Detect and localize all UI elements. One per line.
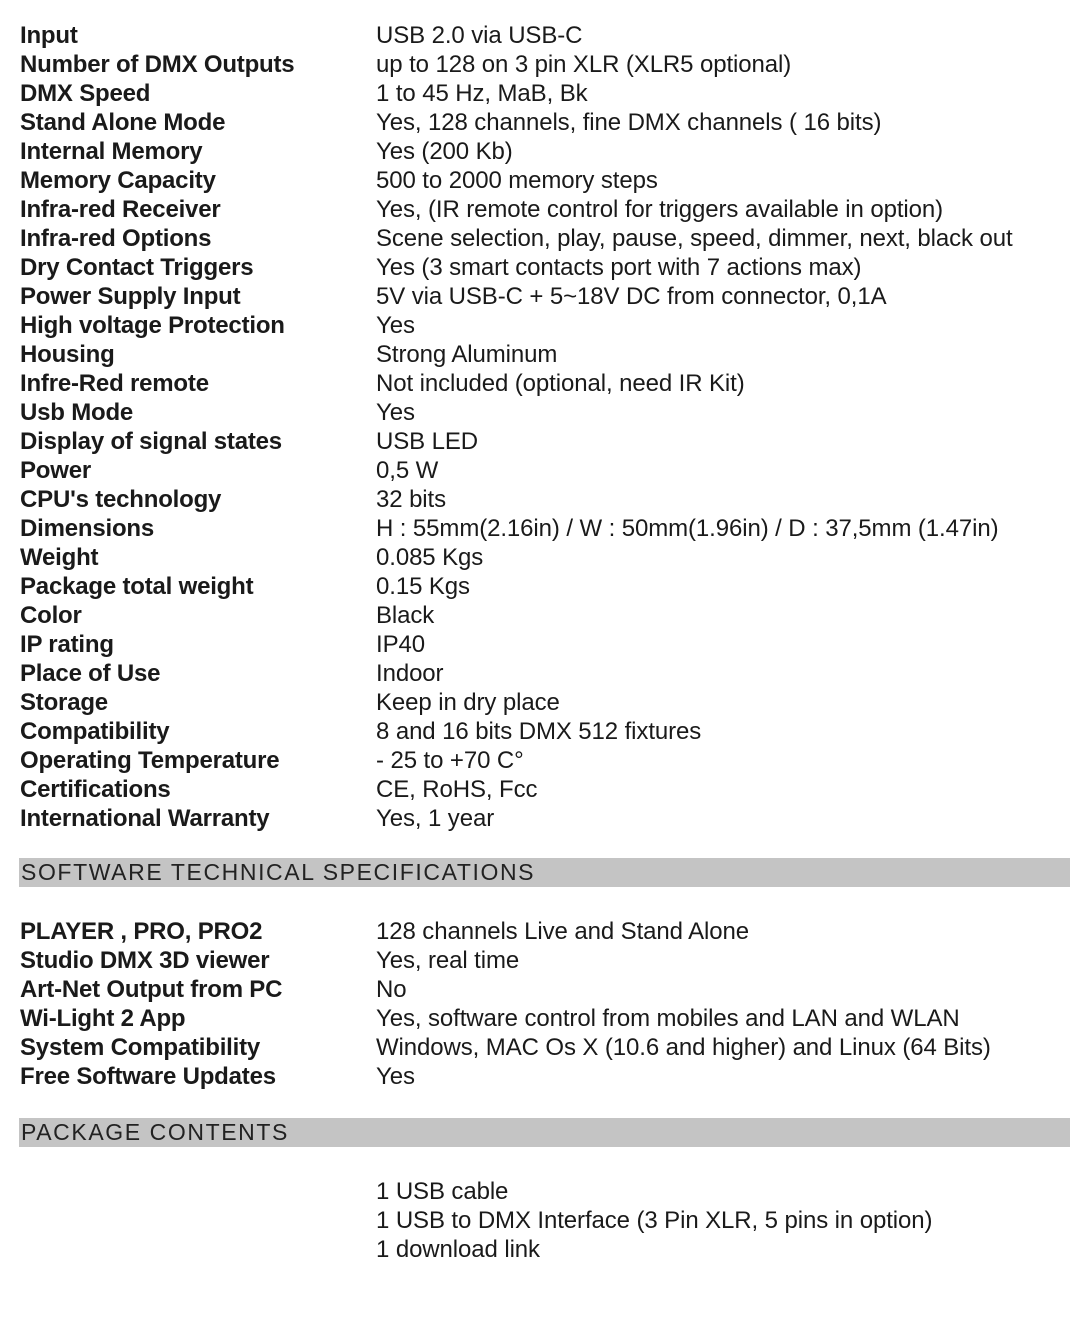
spec-label: Power [20,457,92,484]
package-item-text: 1 USB to DMX Interface (3 Pin XLR, 5 pins in option) [376,1207,933,1234]
spec-row [20,1033,1070,1062]
spec-value: Yes [376,312,415,339]
spec-label: Weight [20,544,99,571]
hardware-spec-table [20,21,1070,833]
spec-label: Dry Contact Triggers [20,254,254,281]
spec-label: Display of signal states [20,428,282,455]
package-section-header: PACKAGE CONTENTS [19,1118,1070,1147]
spec-row [20,108,1070,137]
spec-label: CPU's technology [20,486,222,513]
spec-label: Power Supply Input [20,283,241,310]
spec-row [20,1062,1070,1091]
spec-row [20,543,1070,572]
spec-value: IP40 [376,631,425,658]
spec-value: Scene selection, play, pause, speed, dimmer, next, black out [376,225,1013,252]
spec-row [20,253,1070,282]
spec-label: Number of DMX Outputs [20,51,295,78]
spec-row [20,79,1070,108]
spec-value: Strong Aluminum [376,341,558,368]
spec-label: Color [20,602,82,629]
spec-value: Yes, (IR remote control for triggers available in option) [376,196,944,223]
spec-row [20,917,1070,946]
spec-label: Input [20,22,78,49]
spec-row [20,456,1070,485]
spec-value: Yes [376,1063,415,1090]
spec-label: Operating Temperature [20,747,280,774]
spec-value: Yes [376,399,415,426]
spec-row [20,630,1070,659]
spec-row [20,688,1070,717]
spec-label: Storage [20,689,108,716]
spec-row [20,572,1070,601]
spec-row [20,717,1070,746]
spec-row [20,601,1070,630]
spec-row [20,369,1070,398]
spec-row [20,224,1070,253]
spec-value: 0.085 Kgs [376,544,484,571]
software-section-header: SOFTWARE TECHNICAL SPECIFICATIONS [19,858,1070,887]
spec-value: 8 and 16 bits DMX 512 fixtures [376,718,702,745]
spec-row [20,946,1070,975]
spec-value: CE, RoHS, Fcc [376,776,538,803]
spec-label: Infre-Red remote [20,370,209,397]
spec-row [20,775,1070,804]
spec-label: Package total weight [20,573,254,600]
spec-row [20,804,1070,833]
package-item [20,1206,1070,1235]
spec-value: Yes (3 smart contacts port with 7 actions max) [376,254,862,281]
spec-label: Internal Memory [20,138,203,165]
package-item-text: 1 download link [376,1236,540,1263]
spec-value: Yes, software control from mobiles and LAN and WLAN [376,1005,960,1032]
spec-value: Indoor [376,660,444,687]
spec-label: Compatibility [20,718,170,745]
spec-value: No [376,976,407,1003]
spec-label: Certifications [20,776,171,803]
spec-label: Place of Use [20,660,161,687]
package-item-text: 1 USB cable [376,1178,509,1205]
package-item [20,1235,1070,1264]
spec-label: System Compatibility [20,1034,261,1061]
package-item [20,1177,1070,1206]
spec-label: Art-Net Output from PC [20,976,283,1003]
spec-label: Usb Mode [20,399,134,426]
spec-label: High voltage Protection [20,312,285,339]
spec-row [20,50,1070,79]
spec-value: Yes, real time [376,947,520,974]
spec-label: Wi-Light 2 App [20,1005,186,1032]
spec-value: 32 bits [376,486,447,513]
spec-row [20,514,1070,543]
spec-value: 500 to 2000 memory steps [376,167,658,194]
spec-value: Yes, 128 channels, fine DMX channels ( 16 bits) [376,109,882,136]
spec-label: Stand Alone Mode [20,109,226,136]
spec-value: H : 55mm(2.16in) / W : 50mm(1.96in) / D : 37,5mm (1.47in) [376,515,999,542]
spec-row [20,485,1070,514]
spec-row [20,427,1070,456]
spec-label: Dimensions [20,515,155,542]
spec-row [20,166,1070,195]
spec-row [20,282,1070,311]
package-contents-list [20,1177,1070,1264]
spec-value: Not included (optional, need IR Kit) [376,370,745,397]
spec-label: Memory Capacity [20,167,216,194]
spec-label: Infra-red Receiver [20,196,221,223]
spec-value: USB LED [376,428,479,455]
spec-row [20,21,1070,50]
spec-row [20,659,1070,688]
spec-row [20,137,1070,166]
spec-row [20,975,1070,1004]
spec-row [20,1004,1070,1033]
spec-row [20,398,1070,427]
spec-label: Free Software Updates [20,1063,276,1090]
spec-label: DMX Speed [20,80,151,107]
spec-value: - 25 to +70 C° [376,747,524,774]
spec-value: Yes (200 Kb) [376,138,513,165]
spec-value: 0,5 W [376,457,439,484]
spec-value: USB 2.0 via USB-C [376,22,583,49]
spec-label: PLAYER , PRO, PRO2 [20,918,263,945]
spec-value: 0.15 Kgs [376,573,470,600]
spec-value: Windows, MAC Os X (10.6 and higher) and Linux (64 Bits) [376,1034,991,1061]
spec-value: Keep in dry place [376,689,560,716]
spec-row [20,311,1070,340]
spec-value: 1 to 45 Hz, MaB, Bk [376,80,588,107]
spec-label: Studio DMX 3D viewer [20,947,270,974]
spec-value: Yes, 1 year [376,805,495,832]
spec-value: up to 128 on 3 pin XLR (XLR5 optional) [376,51,792,78]
software-spec-table [20,917,1070,1091]
spec-value: 128 channels Live and Stand Alone [376,918,750,945]
spec-row [20,195,1070,224]
spec-label: International Warranty [20,805,270,832]
spec-label: IP rating [20,631,114,658]
spec-label: Infra-red Options [20,225,212,252]
spec-row [20,340,1070,369]
spec-label: Housing [20,341,115,368]
spec-value: Black [376,602,435,629]
spec-row [20,746,1070,775]
spec-value: 5V via USB-C + 5~18V DC from connector, 0,1A [376,283,887,310]
